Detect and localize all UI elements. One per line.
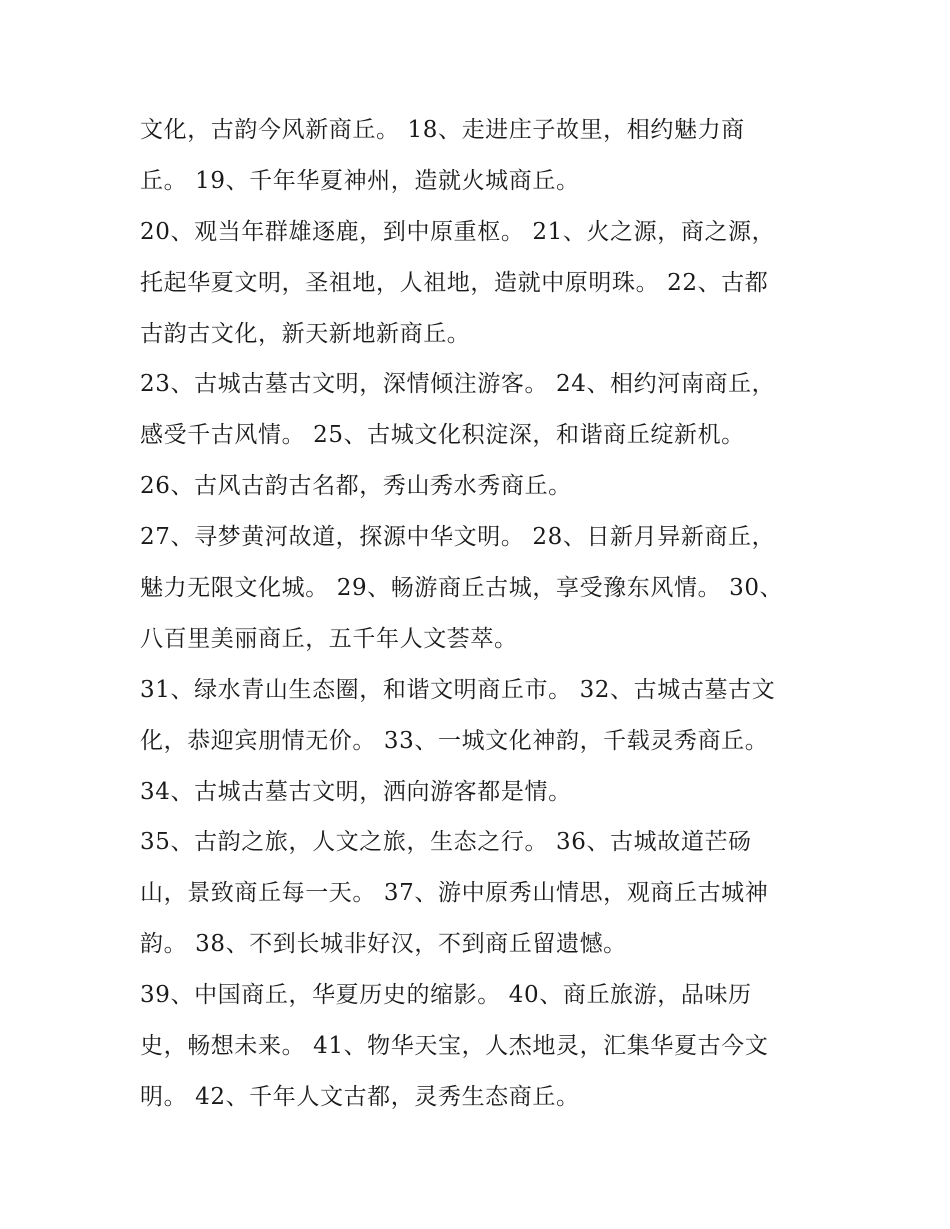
paragraph-slogans-27-30 (140, 512, 800, 665)
text-line: 魅力无限文化城。 29、畅游商丘古城，享受豫东风情。 30、 (140, 575, 784, 602)
text-line: 明。 42、千年人文古都，灵秀生态商丘。 (140, 1083, 580, 1110)
text-line: 34、古城古墓古文明，洒向游客都是情。 (140, 778, 572, 805)
text-line: 韵。 38、不到长城非好汉，不到商丘留遗憾。 (140, 931, 627, 958)
text-line: 20、观当年群雄逐鹿，到中原重枢。 21、火之源，商之源， (140, 218, 776, 245)
paragraph-slogans-23-25 (140, 359, 800, 461)
paragraph-slogans-20-22 (140, 207, 800, 360)
paragraph-slogans-17-19 (140, 105, 800, 207)
text-line: 化，恭迎宾朋情无价。 33、一城文化神韵，千载灵秀商丘。 (140, 727, 769, 754)
paragraph-slogans-39-42 (140, 970, 800, 1123)
text-line: 古韵古文化，新天新地新商丘。 (140, 320, 471, 347)
document-body (140, 105, 800, 1123)
paragraph-slogans-35-38 (140, 817, 800, 970)
text-line: 史，畅想未来。 41、物华天宝，人杰地灵，汇集华夏古今文 (140, 1033, 769, 1060)
text-line: 39、中国商丘，华夏历史的缩影。 40、商丘旅游，品味历 (140, 982, 752, 1009)
text-line: 31、绿水青山生态圈，和谐文明商丘市。 32、古城古墓古文 (140, 676, 776, 703)
paragraph-slogan-26 (140, 461, 800, 512)
text-line: 23、古城古墓古文明，深情倾注游客。 24、相约河南商丘， (140, 371, 776, 398)
text-line: 感受千古风情。 25、古城文化积淀深，和谐商丘绽新机。 (140, 422, 745, 449)
paragraph-slogan-34 (140, 767, 800, 818)
text-line: 35、古韵之旅，人文之旅，生态之行。 36、古城故道芒砀 (140, 829, 752, 856)
text-line: 山，景致商丘每一天。 37、游中原秀山情思，观商丘古城神 (140, 880, 769, 907)
text-line: 八百里美丽商丘，五千年人文荟萃。 (140, 625, 518, 652)
text-line: 26、古风古韵古名都，秀山秀水秀商丘。 (140, 473, 572, 500)
text-line: 托起华夏文明，圣祖地，人祖地，造就中原明珠。 22、古都 (140, 269, 769, 296)
text-line: 文化，古韵今风新商丘。 18、走进庄子故里，相约魅力商 (140, 117, 745, 143)
paragraph-slogans-31-33 (140, 665, 800, 767)
text-line: 丘。 19、千年华夏神州，造就火城商丘。 (140, 167, 580, 194)
text-line: 27、寻梦黄河故道，探源中华文明。 28、日新月异新商丘， (140, 524, 776, 551)
